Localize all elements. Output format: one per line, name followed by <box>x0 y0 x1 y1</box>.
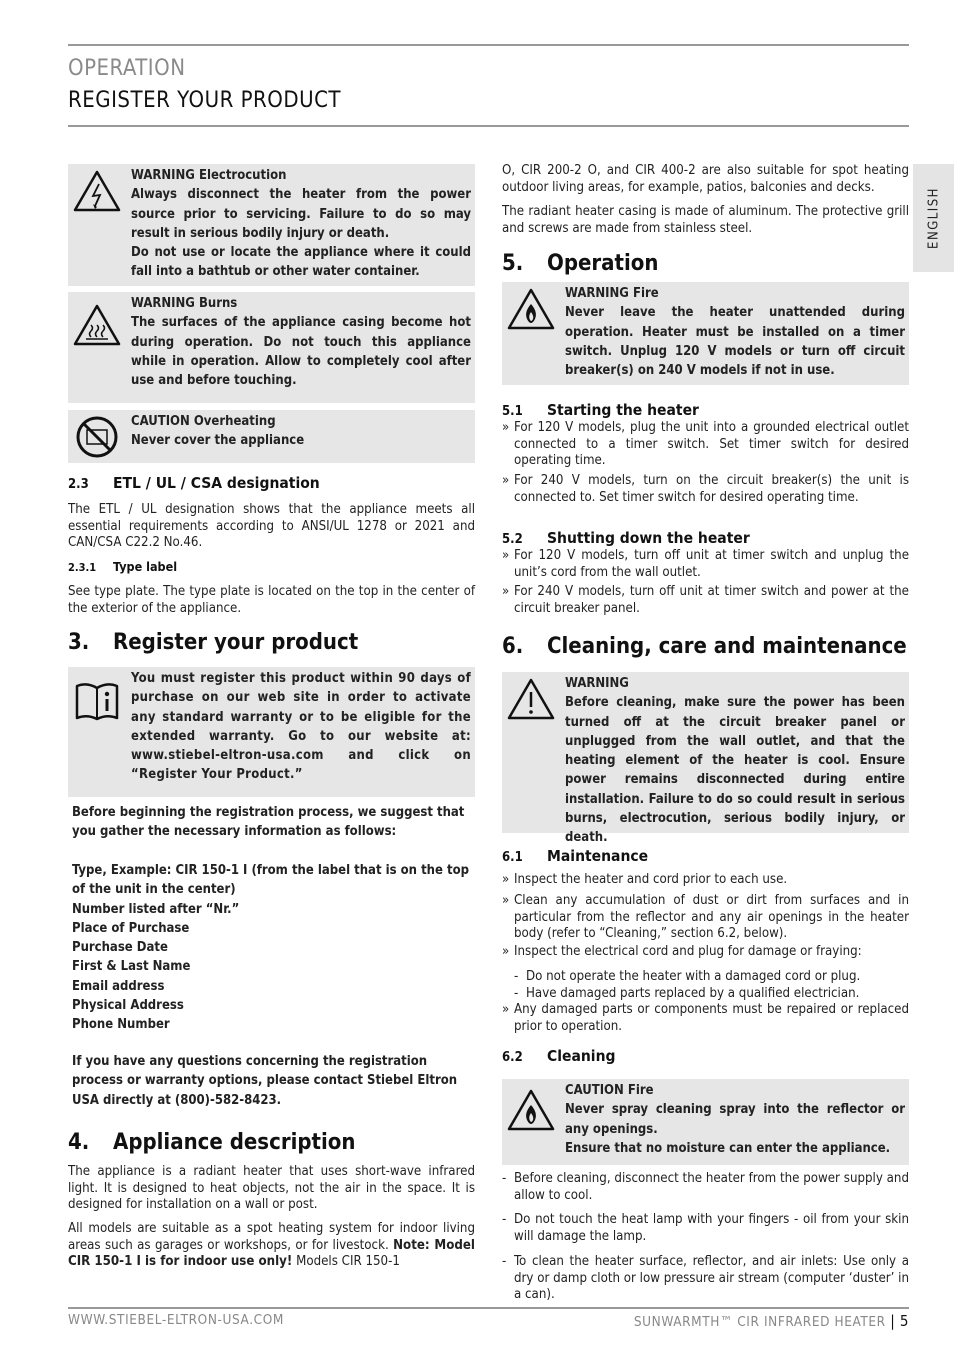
warning-text: The surfaces of the appliance casing become hot during operation. Do not touch this appliance while in operation. Allow to completely cool after use and before touching. <box>131 315 471 389</box>
warning-title: WARNING Electrocution <box>131 168 287 183</box>
list-item: » Clean any accumulation of dust or dirt from surfaces and in particular from the reflector and any air openings in the heater body (refer to “Cleaning,” section 6.2, below). <box>502 893 909 943</box>
electrocution-warning-icon <box>72 168 122 214</box>
list-item: » For 240 V models, turn on the circuit breaker(s) the unit is connected to. Set timer switch for desired operating time. <box>502 473 909 506</box>
registration-text: You must register this product within 90 days of purchase on our web site in order to activate any standard warranty or to be eligible for the extended warranty. Go to our website at: www.stiebel-eltron-usa.com and click on “Register Your Product.” <box>131 671 471 783</box>
warning-text: Before cleaning, make sure the power has been turned off at the circuit breaker panel or unplugged from the wall outlet, and that the heating element of the heater is cool. Ensure power remains disconnected during entire installation. Failure to do so could result in serious burns, electrocution, serious bodily injury, or death. <box>565 695 905 846</box>
list-item: » Inspect the electrical cord and plug for damage or fraying: <box>502 944 909 961</box>
top-rule <box>68 44 909 46</box>
heading-5-1: 5.1 Starting the heater <box>502 401 699 419</box>
heading-2-3-1: 2.3.1 Type label <box>68 559 178 574</box>
heading-2-3: 2.3 ETL / UL / CSA designation <box>68 474 320 492</box>
footer-rule <box>68 1307 909 1309</box>
registration-contact: If you have any questions concerning the registration process or warranty options, please contact Stiebel Eltron USA directly at (800)-582-8423. <box>72 1054 458 1108</box>
fire-warning-icon <box>506 286 556 332</box>
paragraph: See type plate. The type plate is located on the top in the center of the exterior of the appliance. <box>68 584 475 616</box>
warning-burns-box <box>68 292 475 403</box>
section-label: OPERATION <box>68 56 186 81</box>
list-item: - Do not operate the heater with a damaged cord or plug. <box>512 969 911 986</box>
warning-title: CAUTION Fire <box>565 1083 654 1098</box>
warning-title: WARNING Burns <box>131 296 238 311</box>
list-item: First & Last Name <box>72 959 191 975</box>
warning-title: WARNING <box>565 676 629 691</box>
footer-product: SUNWARMTH™ CIR INFRARED HEATER | 5 <box>633 1312 909 1330</box>
list-item: - To clean the heater surface, reflector, and air inlets: Use only a dry or damp cloth or low pressure air stream (computer ‘duster’ in a can). <box>500 1254 909 1304</box>
language-tab: ENGLISH <box>913 164 954 272</box>
list-item: » For 240 V models, turn off unit at timer switch and power at the circuit breaker panel. <box>502 584 909 617</box>
page-title: REGISTER YOUR PRODUCT <box>68 88 342 113</box>
heading-5: 5. Operation <box>502 251 659 276</box>
list-item: Phone Number <box>72 1017 170 1033</box>
warning-cleaning-box <box>502 672 909 846</box>
list-item: Type, Example: CIR 150-1 I (from the label that is on the top of the unit in the center) <box>72 863 470 898</box>
warning-text: Never spray cleaning spray into the reflector or any openings. <box>565 1102 905 1137</box>
list-item: Number listed after “Nr.” <box>72 901 240 917</box>
header-rule <box>68 125 909 127</box>
page-number: 5 <box>899 1312 909 1330</box>
list-item: - Have damaged parts replaced by a qualified electrician. <box>512 986 911 1003</box>
list-item: - Before cleaning, disconnect the heater from the power supply and allow to cool. <box>500 1171 909 1204</box>
registration-info-box <box>68 667 475 797</box>
list-item: » Any damaged parts or components must be repaired or replaced prior to operation. <box>502 1002 909 1035</box>
caution-fire-box <box>502 1079 909 1165</box>
warning-text: Never cover the appliance <box>131 433 305 449</box>
heading-6-2: 6.2 Cleaning <box>502 1047 616 1065</box>
burns-warning-icon <box>72 302 122 348</box>
manual-info-icon <box>72 677 122 723</box>
heading-6-1: 6.1 Maintenance <box>502 847 649 865</box>
warning-title: CAUTION Overheating <box>131 414 276 429</box>
warning-title: WARNING Fire <box>565 286 659 301</box>
paragraph: O, CIR 200-2 O, and CIR 400-2 are also suitable for spot heating outdoor living areas, for example, patios, balconies and decks. <box>502 163 909 195</box>
caution-overheating-box <box>68 410 475 463</box>
warning-text: Ensure that no moisture can enter the appliance. <box>565 1140 891 1156</box>
list-item: Purchase Date <box>72 940 168 956</box>
heading-4: 4. Appliance description <box>68 1130 356 1155</box>
paragraph: The appliance is a radiant heater that uses short-wave infrared light. It is designed to heat objects, not the air in the space. It is designed for installation on a wall or post. <box>68 1164 475 1212</box>
list-item: Place of Purchase <box>72 920 190 936</box>
paragraph: The radiant heater casing is made of aluminum. The protective grill and screws are made from stainless steel. <box>502 204 909 236</box>
heading-3: 3. Register your product <box>68 630 359 655</box>
warning-text: Never leave the heater unattended during operation. Heater must be installed on a timer switch. Unplug 120 V models or turn off circuit breaker(s) on 240 V models if not in use. <box>565 305 905 379</box>
list-item: - Do not touch the heat lamp with your fingers - oil from your skin will damage the lamp. <box>500 1212 909 1245</box>
list-item: » For 120 V models, turn off unit at timer switch and unplug the unit’s cord from the wall outlet. <box>502 548 909 581</box>
list-item: » Inspect the heater and cord prior to each use. <box>502 872 909 889</box>
warning-text: Always disconnect the heater from the power source prior to servicing. Failure to do so may result in serious bodily injury or death. <box>131 187 471 241</box>
list-item: Physical Address <box>72 998 184 1014</box>
warning-icon <box>506 676 556 722</box>
heading-6: 6. Cleaning, care and maintenance <box>502 634 907 659</box>
fire-warning-icon <box>506 1087 556 1133</box>
warning-text: Do not use or locate the appliance where it could fall into a bathtub or other water container. <box>131 245 471 280</box>
heading-5-2: 5.2 Shutting down the heater <box>502 529 750 547</box>
registration-intro: Before beginning the registration process, we suggest that you gather the necessary information as follows: <box>72 805 465 840</box>
paragraph: The ETL / UL designation shows that the appliance meets all essential requirements according to ANSI/UL 1278 or 2021 and CAN/CSA C22.2 No.46. <box>68 502 475 550</box>
list-item: » For 120 V models, plug the unit into a grounded electrical outlet connected to a timer switch. Set timer switch for desired operating time. <box>502 420 909 470</box>
registration-list <box>72 861 472 1035</box>
warning-fire-box <box>502 282 909 385</box>
list-item: Email address <box>72 978 165 994</box>
warning-electrocution-box <box>68 164 475 286</box>
footer-url[interactable]: WWW.STIEBEL-ELTRON-USA.COM <box>68 1312 284 1328</box>
paragraph: All models are suitable as a spot heating system for indoor living areas such as garages or workshops, or for livestock. Note: Model CIR 150-1 I is for indoor use only! Models CIR 150-1 <box>68 1221 475 1269</box>
no-cover-icon <box>72 414 122 460</box>
